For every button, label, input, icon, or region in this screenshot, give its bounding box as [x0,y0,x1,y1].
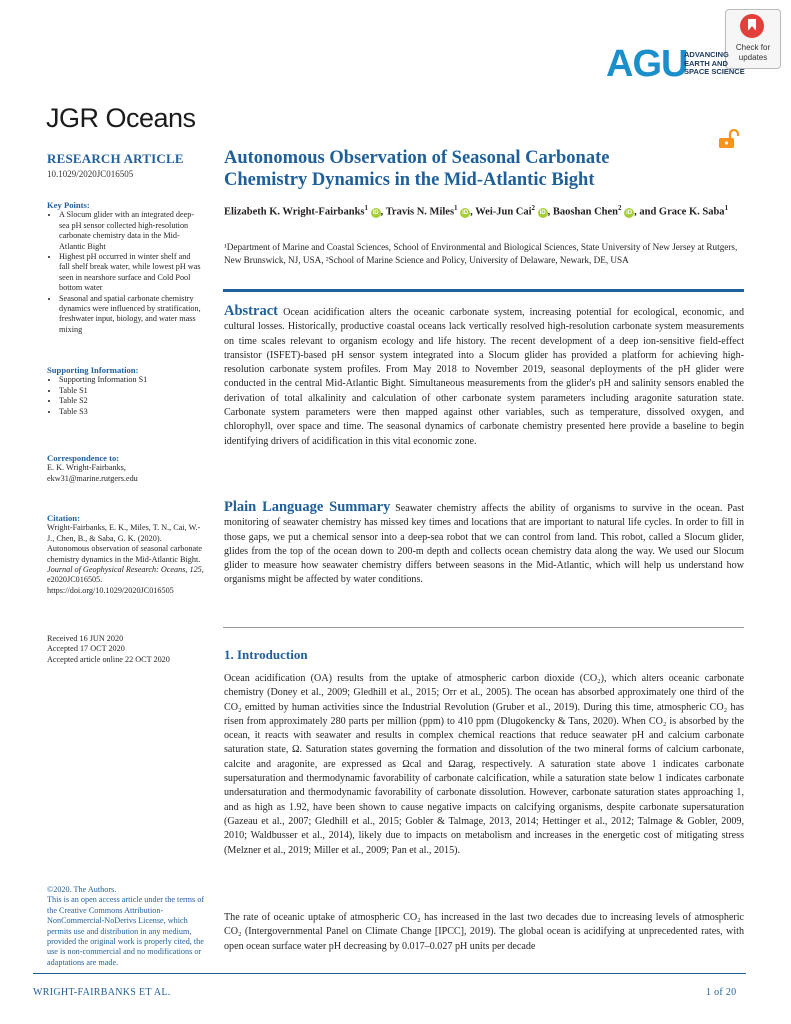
article-dates [47,634,207,665]
section-divider [223,289,744,292]
citation [47,513,204,596]
orcid-icon[interactable]: iD [462,209,469,216]
intro-paragraph: The rate of oceanic uptake of atmospheric CO₂ has increased in the last two decades due to increasing levels of atmospheric CO₂ (Intergovernmental Panel on Climate Change [IPCC], 2019). The global ocean is acidifying at unprecedented rates, with open ocean surface water pH decreasing by 0.017–0.027 pH units per decade [224,912,744,952]
accepted-date: Accepted 17 OCT 2020 [47,644,125,654]
plain-language-summary [224,500,744,588]
received-date: Received 16 JUN 2020 [47,634,124,643]
open-access-lock-icon [717,129,743,149]
author-name: Elizabeth K. Wright-Fairbanks [224,206,365,218]
correspondence [47,453,202,484]
intro-paragraph: Ocean acidification (OA) results from the uptake of atmospheric carbon dioxide (CO₂), which alters oceanic carbonate chemistry (Doney et al., 2009; Gledhill et al., 2015; Orr et al., 2005). The ocean has absorbed approximately one third of the CO₂ emitted by human activities since the Industrial Revolution (Gruber et al., 2019). During this time, atmospheric CO₂ has risen from approximately 280 parts per million (ppm) to 410 ppm (Dlugokencky & Tans, 2020). When CO₂ is absorbed by the ocean, it reacts with seawater and results in complex chemical reactions that reduce seawater pH and calcium carbonate saturation state, Ω. Saturation states governing the formation and dissolution of the two mineral forms of calcium carbonate, calcite and aragonite, are expressed as Ωcal and Ωarag, respectively. A saturation state above 1 indicates carbonate supersaturation and thermodynamic favorability of carbonate calcification, while a saturation state below 1 indicates carbonate undersaturation and thermodynamic favorability of carbonate dissolution. However, carbonate saturation states approaching 1, and as high as 1.92, have been shown to cause negative impacts on calcifying organisms, despite carbonate supersaturation (Gazeau et al., 2007; Gledhill et al., 2015; Gobler & Talmage, 2013, 2014; Hettinger et al., 2012; Talmage & Gobler, 2009, 2010; Waldbusser et al., 2014), likely due to impacts on metabolism and increases in the energetic cost of mitigating stress (Melzner et al., 2019; Miller et al., 2009; Pan et al., 2015). [224,673,744,856]
pls-text: Seawater chemistry affects the ability of organisms to survive in the ocean. Past monitoring of seawater chemistry has missed key times and locations that are important to natural life cycles. In order to fill in those gaps, we put a chemical sensor into a deep-sea robot that we can control from land. This robot, called a Slocum glider, glides from the top of the ocean down to 200-m depth and collects ocean chemistry data along the way. We used our Slocum glider to measure how seawater chemistry differs between seasons in the Mid-Atlantic, which will help us understand how organisms might be affected by water conditions. [224,503,744,586]
supporting-item[interactable]: • Supporting Information S1 [59,375,202,385]
article-doi[interactable]: 10.1029/2020JC016505 [47,169,134,179]
agu-logo: AGU [606,43,688,85]
supporting-item[interactable]: • Table S3 [59,407,202,417]
intro-heading: 1. Introduction [224,647,308,662]
check-updates-line1: Check for [735,43,771,52]
bookmark-icon [740,14,764,38]
orcid-icon[interactable]: iD [372,209,379,216]
correspondence-heading: Correspondence to: [47,453,120,463]
abstract [224,304,744,449]
license-text: This is an open access article under the terms of the Creative Commons Attribution-NonCommercial-NoDerivs License, which permits use and distribution in any medium, provided the original work is properly cited, the use is non-commercial and no modifications or adaptations are made. [47,895,205,967]
license-block [47,885,205,968]
footer-rule [33,973,746,974]
key-point: • A Slocum glider with an integrated deep-sea pH sensor collected high-resolution carbonate chemistry data in the Mid-Atlantic Bight [59,210,202,252]
online-date: Accepted article online 22 OCT 2020 [47,654,170,664]
supporting-item[interactable]: • Table S2 [59,396,202,406]
supporting-information [47,365,202,417]
citation-journal: Journal of Geophysical Research: Oceans, 125, [47,565,204,575]
running-author: WRIGHT-FAIRBANKS ET AL. [33,987,171,998]
correspondence-name: E. K. Wright-Fairbanks, [47,463,126,473]
supporting-heading: Supporting Information: [47,365,139,375]
author-list: Elizabeth K. Wright-Fairbanks$^1$ iD , Travis N. Miles$^1$ iD , Wei-Jun Cai$^2$ iD , Baoshan Chen$^2$ iD , and Grace K. Saba$^1$ [224,204,729,218]
key-point: • Seasonal and spatial carbonate chemistry dynamics were influenced by stratification, freshwater input, biology, and water mass mixing [59,294,202,336]
author-name: Baoshan Chen [552,206,618,218]
affiliations: ¹Department of Marine and Coastal Sciences, School of Environmental and Biological Sciences, State University of New Jersey at Rutgers, New Brunswick, NJ, USA, ²School of Marine Science and Policy, University of Delaware, Newark, DE, USA [224,242,738,266]
author-name: and Grace K. Saba [639,206,725,218]
journal-title: JGR Oceans [46,103,196,133]
copyright: ©2020. The Authors. [47,885,117,894]
orcid-icon[interactable]: iD [626,209,633,216]
check-updates-line2: updates [738,53,768,62]
article-type: RESEARCH ARTICLE [47,151,184,166]
page-number: 1 of 20 [706,987,737,998]
pls-label: Plain Language Summary [224,499,391,515]
correspondence-email[interactable]: ekw31@marine.rutgers.edu [47,473,138,483]
abstract-text: Ocean acidification alters the oceanic carbonate system, increasing potential for ecological, economic, and cultural losses. Historically, productive coastal oceans lack vertically resolved high-resolution carbonate system measurements on time scales relevant to organism ecology and life history. The recent development of a deep ion-sensitive field-effect transistor (ISFET)-based pH sensor system integrated into a Slocum glider has provided a platform for achieving high-resolution carbonate system profiles. From May 2018 to November 2019, seasonal deployments of the pH glider were conducted in the central Mid-Atlantic Bight. Simultaneous measurements from the glider's pH and salinity sensors enabled the derivation of total alkalinity and calculation of other carbonate system parameters including aragonite saturation state. Carbonate system parameters were then mapped against other variables, such as temperature, dissolved oxygen, and chlorophyll, over space and time. The seasonal dynamics of carbonate chemistry presented here provide a baseline to begin identifying drivers of acidification in this vital economic zone. [224,307,744,447]
key-points-heading: Key Points: [47,200,90,210]
key-point: • Highest pH occurred in winter shelf and fall shelf break water, while lowest pH was seen in nearshore surface and Cold Pool bottom water [59,252,202,294]
author-name: Wei-Jun Cai [475,206,532,218]
author-name: Travis N. Miles [385,206,455,218]
citation-text: Wright-Fairbanks, E. K., Miles, T. N., Cai, W.-J., Chen, B., & Saba, G. K. (2020). Autonomous observation of seasonal carbonate chemistry dynamics in the Mid-Atlantic Bight. [47,523,203,564]
supporting-item[interactable]: • Table S1 [59,386,202,396]
citation-heading: Citation: [47,513,80,523]
agu-tagline: ADVANCING EARTH AND SPACE SCIENCE [684,50,745,76]
article-title: Autonomous Observation of Seasonal Carbonate Chemistry Dynamics in the Mid-Atlantic Bight [224,148,610,190]
citation-end: e2020JC016505. https://doi.org/10.1029/2020JC016505 [47,575,174,595]
intro-divider [223,627,744,628]
abstract-label: Abstract [224,303,278,319]
key-points [47,200,202,335]
orcid-icon[interactable]: iD [539,209,546,216]
